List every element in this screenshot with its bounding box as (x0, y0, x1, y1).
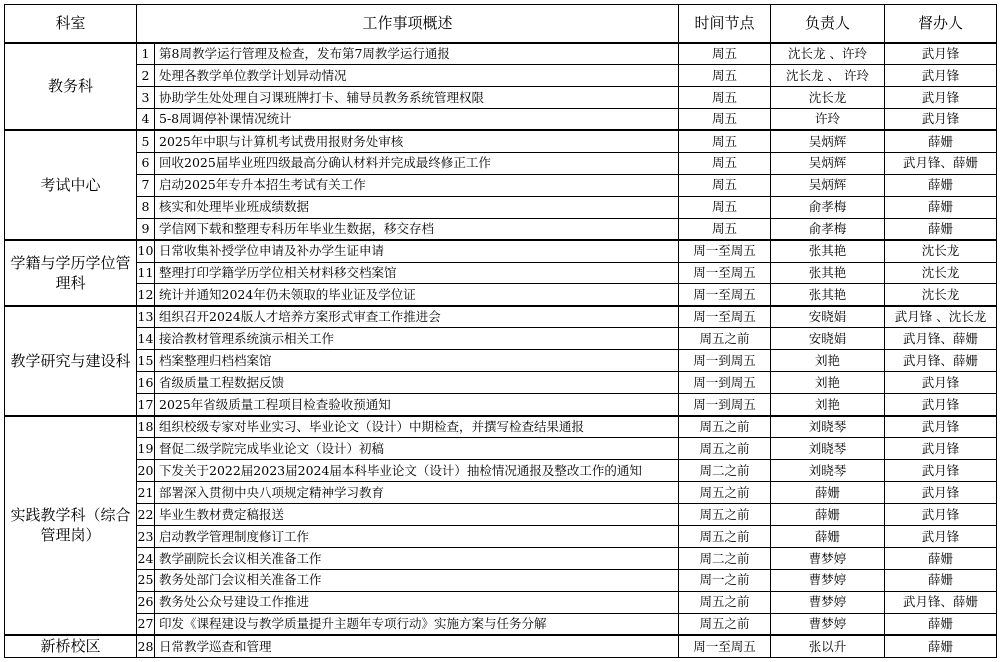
table-row (5, 86, 997, 108)
row-number-cell: 6 (137, 152, 155, 174)
task-cell: 启动教学管理制度修订工作 (155, 525, 679, 547)
supervisor-cell: 武月锋 (885, 86, 997, 108)
department-cell: 实践教学科（综合管理岗） (5, 416, 137, 636)
table-row (5, 43, 997, 65)
task-cell: 整理打印学籍学历学位相关材料移交档案馆 (155, 262, 679, 284)
table-row (5, 482, 997, 504)
time-cell: 周五之前 (679, 328, 771, 350)
table-row (5, 240, 997, 262)
supervisor-cell: 武月锋 (885, 394, 997, 416)
owner-cell: 吴炳辉 (771, 152, 885, 174)
time-cell: 周五 (679, 130, 771, 152)
supervisor-cell: 武月锋、薛姗 (885, 328, 997, 350)
task-cell: 统计并通知2024年仍未领取的毕业证及学位证 (155, 284, 679, 306)
task-cell: 档案整理归档档案馆 (155, 350, 679, 372)
supervisor-cell: 武月锋 (885, 372, 997, 394)
owner-cell: 曹梦婷 (771, 591, 885, 613)
row-number-cell: 13 (137, 306, 155, 328)
supervisor-cell: 沈长龙 (885, 284, 997, 306)
supervisor-cell: 武月锋 (885, 64, 997, 86)
time-cell: 周一至周五 (679, 635, 771, 657)
task-cell: 2025年省级质量工程项目检查验收预通知 (155, 394, 679, 416)
supervisor-cell: 薛姗 (885, 130, 997, 152)
owner-cell: 吴炳辉 (771, 174, 885, 196)
task-cell: 第8周教学运行管理及检查，发布第7周教学运行通报 (155, 43, 679, 65)
task-cell: 启动2025年专升本招生考试有关工作 (155, 174, 679, 196)
time-cell: 周二之前 (679, 460, 771, 482)
department-cell: 学籍与学历学位管理科 (5, 240, 137, 306)
time-cell: 周五 (679, 196, 771, 218)
table-row (5, 547, 997, 569)
row-number-cell: 1 (137, 43, 155, 65)
supervisor-cell: 武月锋 (885, 416, 997, 438)
row-number-cell: 5 (137, 130, 155, 152)
row-number-cell: 22 (137, 504, 155, 526)
owner-cell: 沈长龙 、 许玲 (771, 64, 885, 86)
owner-cell: 张其艳 (771, 284, 885, 306)
row-number-cell: 15 (137, 350, 155, 372)
table-row (5, 635, 997, 657)
table-row (5, 525, 997, 547)
owner-cell: 许玲 (771, 108, 885, 130)
supervisor-cell: 武月锋 (885, 525, 997, 547)
department-cell: 教务科 (5, 43, 137, 131)
supervisor-cell: 武月锋、薛姗 (885, 152, 997, 174)
table-row (5, 262, 997, 284)
owner-cell: 沈长龙 (771, 86, 885, 108)
row-number-cell: 28 (137, 635, 155, 657)
task-cell: 协助学生处处理自习课班牌打卡、辅导员教务系统管理权限 (155, 86, 679, 108)
row-number-cell: 11 (137, 262, 155, 284)
supervisor-cell: 武月锋 、沈长龙 (885, 306, 997, 328)
owner-cell: 安晓娟 (771, 328, 885, 350)
task-cell: 回收2025届毕业班四级最高分确认材料并完成最终修正工作 (155, 152, 679, 174)
task-cell: 处理各教学单位教学计划异动情况 (155, 64, 679, 86)
row-number-cell: 25 (137, 569, 155, 591)
task-cell: 5-8周调停补课情况统计 (155, 108, 679, 130)
supervisor-cell: 薛姗 (885, 174, 997, 196)
supervisor-cell: 薛姗 (885, 218, 997, 240)
table-row (5, 460, 997, 482)
table-row (5, 394, 997, 416)
owner-cell: 刘晓琴 (771, 460, 885, 482)
time-cell: 周五之前 (679, 504, 771, 526)
owner-cell: 刘艳 (771, 350, 885, 372)
task-cell: 省级质量工程数据反馈 (155, 372, 679, 394)
supervisor-cell: 武月锋 (885, 504, 997, 526)
table-row (5, 591, 997, 613)
time-cell: 周一之前 (679, 569, 771, 591)
time-cell: 周五 (679, 218, 771, 240)
row-number-cell: 14 (137, 328, 155, 350)
row-number-cell: 19 (137, 438, 155, 460)
table-row (5, 569, 997, 591)
table-row (5, 218, 997, 240)
table-row (5, 416, 997, 438)
header-supervisor: 督办人 (885, 5, 997, 43)
owner-cell: 曹梦婷 (771, 569, 885, 591)
row-number-cell: 17 (137, 394, 155, 416)
owner-cell: 俞孝梅 (771, 196, 885, 218)
department-cell: 考试中心 (5, 130, 137, 240)
task-cell: 组织召开2024版人才培养方案形式审查工作推进会 (155, 306, 679, 328)
supervisor-cell: 沈长龙 (885, 262, 997, 284)
time-cell: 周五 (679, 108, 771, 130)
time-cell: 周五之前 (679, 416, 771, 438)
time-cell: 周五之前 (679, 525, 771, 547)
time-cell: 周五 (679, 64, 771, 86)
table-row (5, 613, 997, 635)
row-number-cell: 7 (137, 174, 155, 196)
task-cell: 教务处部门会议相关准备工作 (155, 569, 679, 591)
task-cell: 接洽教材管理系统演示相关工作 (155, 328, 679, 350)
task-cell: 日常教学巡查和管理 (155, 635, 679, 657)
time-cell: 周一到周五 (679, 394, 771, 416)
supervisor-cell: 薛姗 (885, 547, 997, 569)
owner-cell: 薛姗 (771, 482, 885, 504)
table-row (5, 174, 997, 196)
owner-cell: 安晓娟 (771, 306, 885, 328)
owner-cell: 薛姗 (771, 504, 885, 526)
row-number-cell: 20 (137, 460, 155, 482)
time-cell: 周五 (679, 174, 771, 196)
row-number-cell: 3 (137, 86, 155, 108)
supervisor-cell: 武月锋 (885, 438, 997, 460)
task-cell: 印发《课程建设与教学质量提升主题年专项行动》实施方案与任务分解 (155, 613, 679, 635)
task-cell: 学信网下载和整理专科历年毕业生数据，移交存档 (155, 218, 679, 240)
header-dept: 科室 (5, 5, 137, 43)
table-row (5, 64, 997, 86)
owner-cell: 俞孝梅 (771, 218, 885, 240)
task-cell: 下发关于2022届2023届2024届本科毕业论文（设计）抽检情况通报及整改工作的通知 (155, 460, 679, 482)
task-cell: 核实和处理毕业班成绩数据 (155, 196, 679, 218)
row-number-cell: 10 (137, 240, 155, 262)
row-number-cell: 12 (137, 284, 155, 306)
owner-cell: 刘晓琴 (771, 438, 885, 460)
table-row (5, 284, 997, 306)
table-row (5, 328, 997, 350)
supervisor-cell: 沈长龙 (885, 240, 997, 262)
supervisor-cell: 武月锋 (885, 108, 997, 130)
table-row (5, 130, 997, 152)
task-cell: 2025年中职与计算机考试费用报财务处审核 (155, 130, 679, 152)
time-cell: 周二之前 (679, 547, 771, 569)
time-cell: 周一到周五 (679, 350, 771, 372)
row-number-cell: 8 (137, 196, 155, 218)
row-number-cell: 9 (137, 218, 155, 240)
owner-cell: 张以升 (771, 635, 885, 657)
time-cell: 周一至周五 (679, 262, 771, 284)
owner-cell: 沈长龙 、许玲 (771, 43, 885, 65)
time-cell: 周一至周五 (679, 240, 771, 262)
department-cell: 新桥校区 (5, 635, 137, 657)
time-cell: 周一至周五 (679, 284, 771, 306)
supervisor-cell: 薛姗 (885, 635, 997, 657)
owner-cell: 张其艳 (771, 240, 885, 262)
supervisor-cell: 武月锋 (885, 482, 997, 504)
owner-cell: 张其艳 (771, 262, 885, 284)
time-cell: 周五 (679, 86, 771, 108)
supervisor-cell: 武月锋 (885, 460, 997, 482)
table-row (5, 350, 997, 372)
owner-cell: 薛姗 (771, 525, 885, 547)
time-cell: 周五 (679, 152, 771, 174)
owner-cell: 曹梦婷 (771, 547, 885, 569)
time-cell: 周一到周五 (679, 372, 771, 394)
header-row (5, 5, 997, 43)
work-schedule-table (4, 4, 997, 658)
table-row (5, 306, 997, 328)
time-cell: 周五之前 (679, 438, 771, 460)
owner-cell: 刘艳 (771, 372, 885, 394)
supervisor-cell: 武月锋 (885, 43, 997, 65)
owner-cell: 刘晓琴 (771, 416, 885, 438)
table-row (5, 372, 997, 394)
supervisor-cell: 武月锋、薛姗 (885, 591, 997, 613)
task-cell: 教学副院长会议相关准备工作 (155, 547, 679, 569)
supervisor-cell: 薛姗 (885, 569, 997, 591)
row-number-cell: 24 (137, 547, 155, 569)
task-cell: 日常收集补授学位申请及补办学生证申请 (155, 240, 679, 262)
department-cell: 教学研究与建设科 (5, 306, 137, 416)
table-row (5, 504, 997, 526)
row-number-cell: 26 (137, 591, 155, 613)
table-body (5, 43, 997, 658)
task-cell: 毕业生教材费定稿报送 (155, 504, 679, 526)
task-cell: 组织校级专家对毕业实习、毕业论文（设计）中期检查，并撰写检查结果通报 (155, 416, 679, 438)
header-time: 时间节点 (679, 5, 771, 43)
time-cell: 周一至周五 (679, 306, 771, 328)
supervisor-cell: 武月锋、薛姗 (885, 350, 997, 372)
row-number-cell: 21 (137, 482, 155, 504)
supervisor-cell: 薛姗 (885, 196, 997, 218)
row-number-cell: 27 (137, 613, 155, 635)
header-owner: 负责人 (771, 5, 885, 43)
header-task: 工作事项概述 (137, 5, 679, 43)
task-cell: 教务处公众号建设工作推进 (155, 591, 679, 613)
table-row (5, 108, 997, 130)
row-number-cell: 18 (137, 416, 155, 438)
table-row (5, 196, 997, 218)
table-row (5, 152, 997, 174)
time-cell: 周五之前 (679, 482, 771, 504)
time-cell: 周五之前 (679, 591, 771, 613)
owner-cell: 曹梦婷 (771, 613, 885, 635)
row-number-cell: 2 (137, 64, 155, 86)
owner-cell: 吴炳辉 (771, 130, 885, 152)
row-number-cell: 23 (137, 525, 155, 547)
supervisor-cell: 薛姗 (885, 613, 997, 635)
time-cell: 周五 (679, 43, 771, 65)
owner-cell: 刘艳 (771, 394, 885, 416)
task-cell: 部署深入贯彻中央八项规定精神学习教育 (155, 482, 679, 504)
table-row (5, 438, 997, 460)
row-number-cell: 16 (137, 372, 155, 394)
time-cell: 周五之前 (679, 613, 771, 635)
task-cell: 督促二级学院完成毕业论文（设计）初稿 (155, 438, 679, 460)
row-number-cell: 4 (137, 108, 155, 130)
